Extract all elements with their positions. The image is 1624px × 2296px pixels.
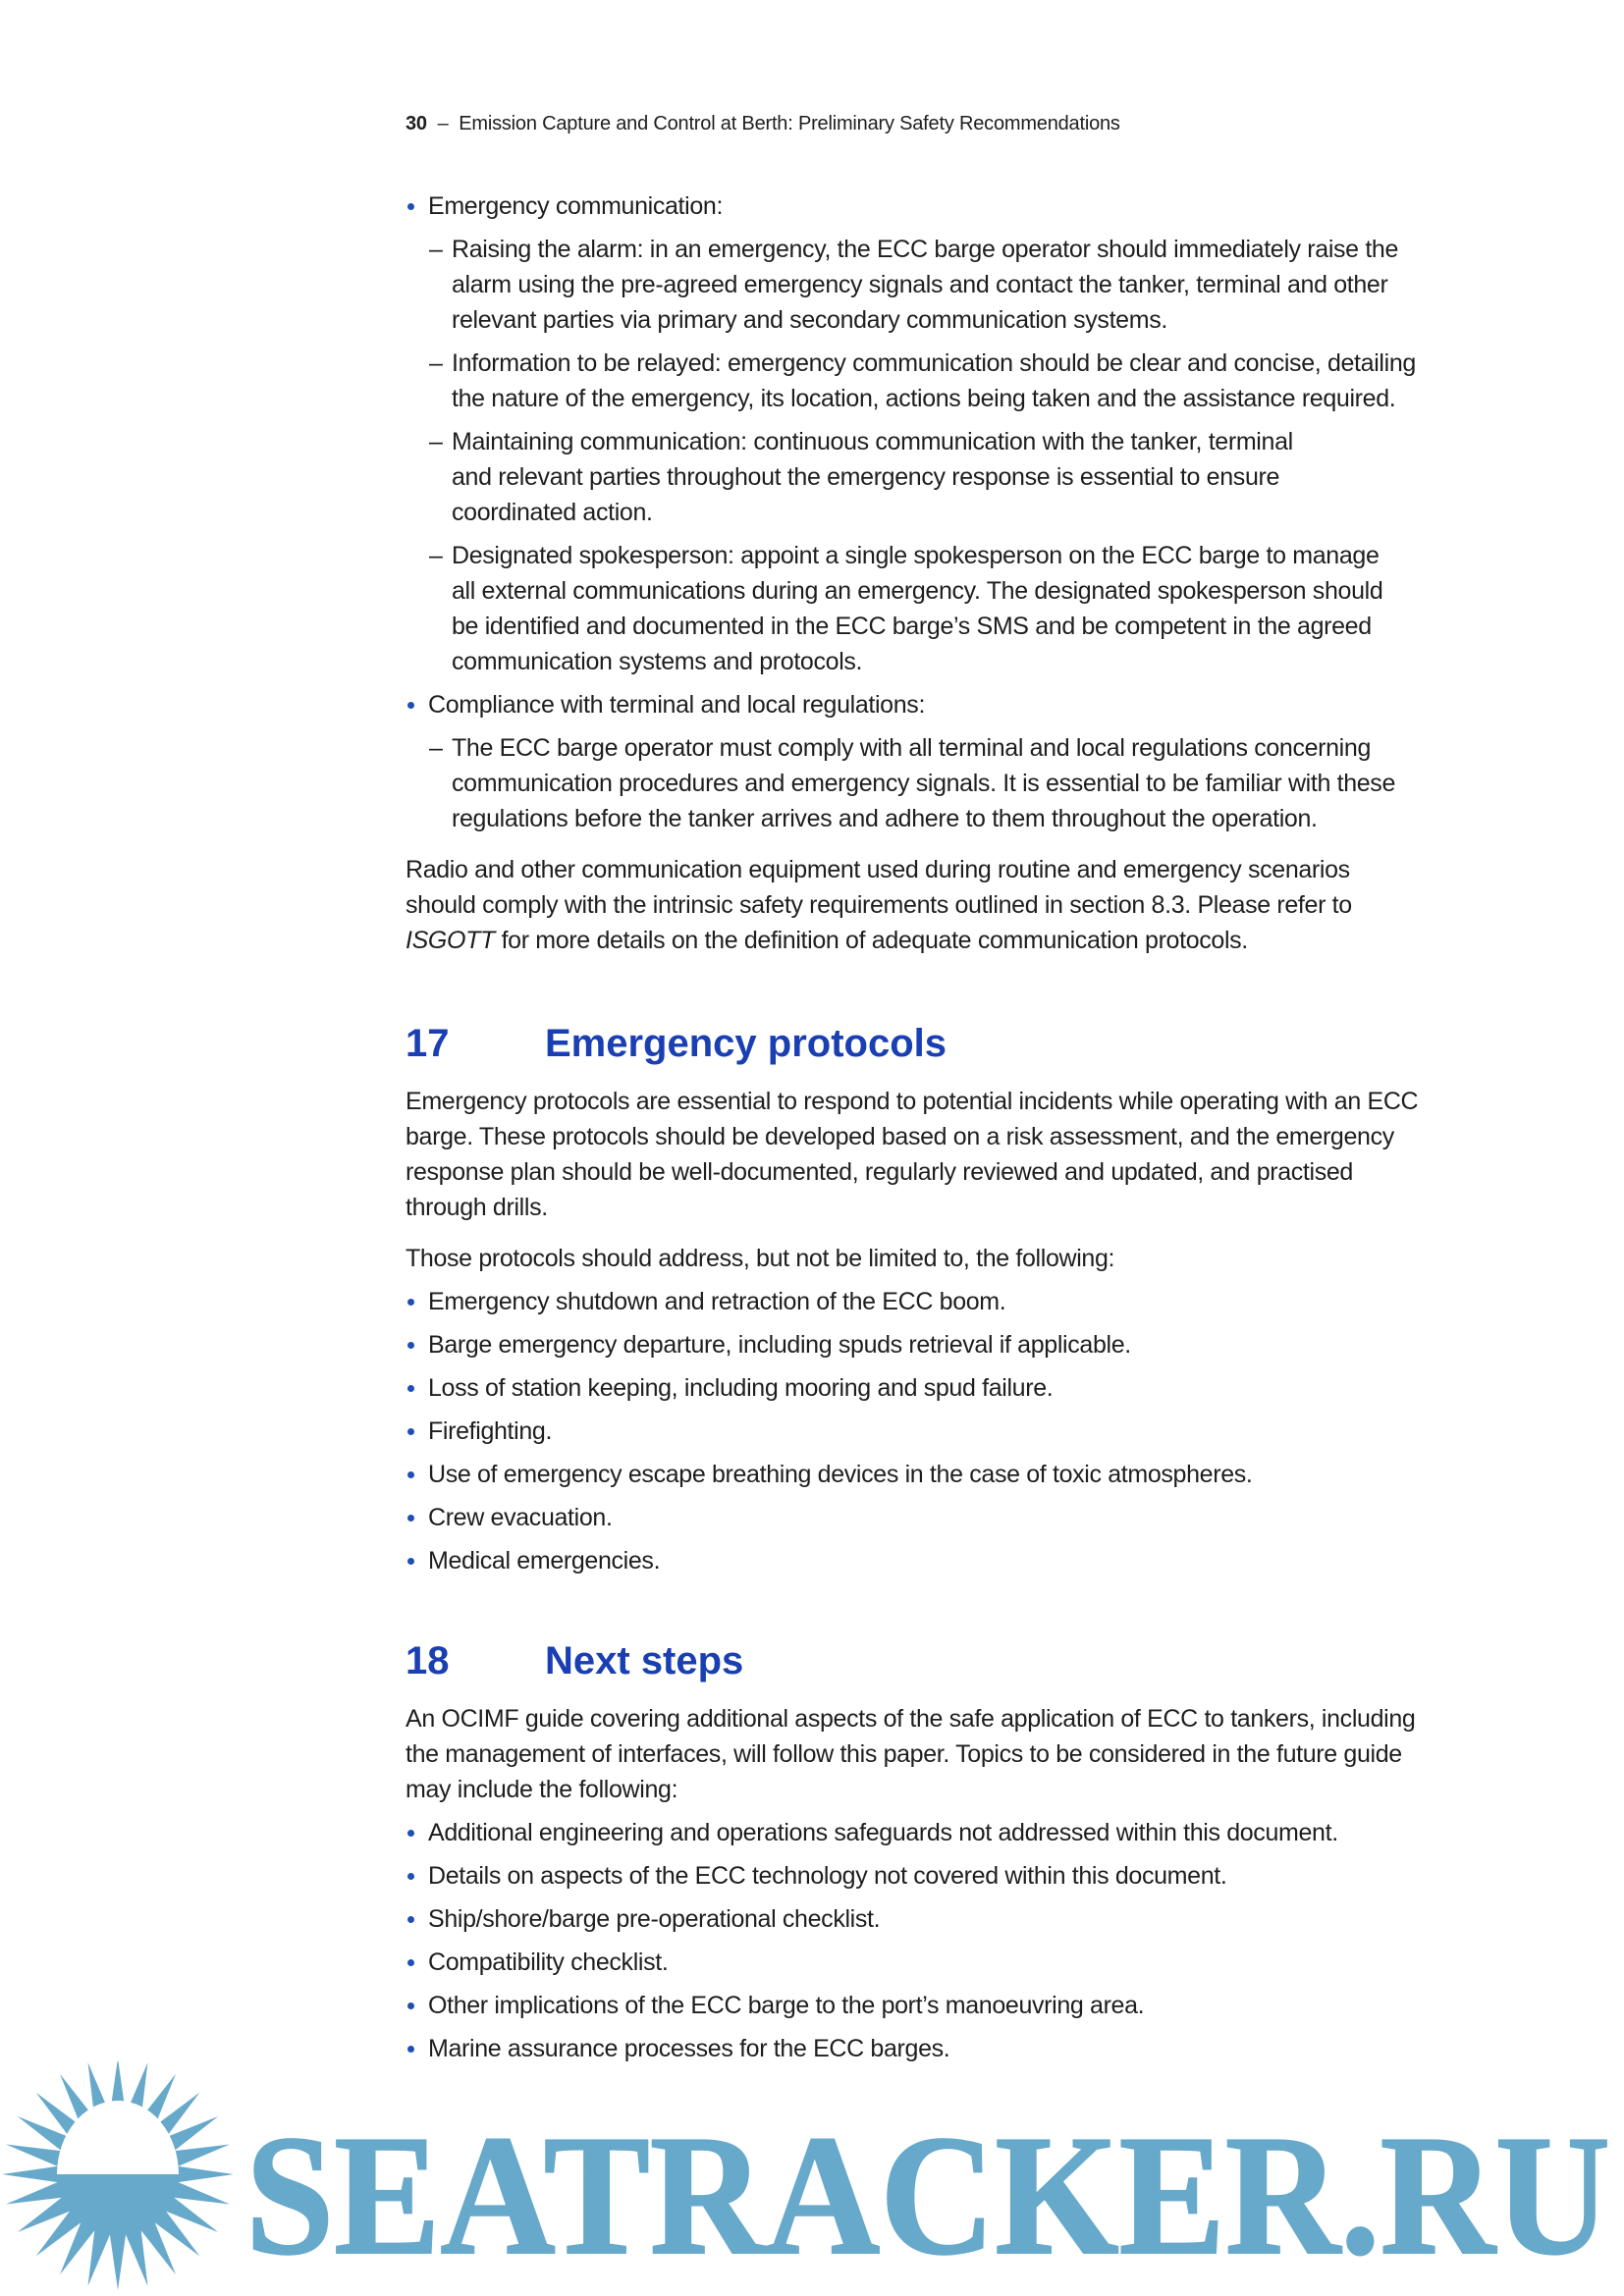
sub-list-item	[406, 538, 1515, 679]
section-18	[406, 1636, 1515, 2074]
list-item	[406, 1284, 1515, 1319]
list-item-text: Details on aspects of the ECC technology not covered within this document.	[428, 1862, 1227, 1890]
sun-icon	[2, 2061, 234, 2290]
svg-text:SEATRACKER.RU: SEATRACKER.RU	[245, 2100, 1610, 2290]
list-item-text: Loss of station keeping, including mooring and spud failure.	[428, 1374, 1054, 1402]
list-item	[406, 1901, 1515, 1937]
bullet-icon	[407, 1342, 414, 1349]
header-title: Emission Capture and Control at Berth: Preliminary Safety Recommendations	[459, 113, 1120, 134]
list-item-text: Compliance with terminal and local regulations:	[428, 691, 926, 719]
dash-icon: –	[429, 428, 443, 455]
bullet-icon	[407, 1385, 414, 1392]
section-number: 17	[406, 1021, 450, 1065]
section-title: Emergency protocols	[545, 1021, 947, 1065]
list-item	[406, 1858, 1515, 1894]
header-separator: –	[437, 113, 449, 134]
list-item-text: Crew evacuation.	[428, 1504, 613, 1531]
bullet-list	[406, 1815, 1515, 2066]
bullet-icon	[407, 1471, 414, 1478]
bullet-icon	[407, 1830, 414, 1837]
bullet-icon	[407, 702, 414, 709]
list-item-text: Use of emergency escape breathing devices in the case of toxic atmospheres.	[428, 1461, 1253, 1488]
list-item-text: Firefighting.	[428, 1417, 553, 1445]
page-number: 30	[406, 113, 427, 134]
list-item-text: Medical emergencies.	[428, 1547, 661, 1575]
isgott-reference: ISGOTT	[406, 927, 495, 954]
list-item-text: Barge emergency departure, including spuds retrieval if applicable.	[428, 1331, 1131, 1359]
sub-list-item-text: Designated spokesperson: appoint a single spokesperson on the ECC barge to manage all external communications during an emergency. The designated spokesperson should be identified and documented in the ECC barge’s SMS and be competent in the agreed communication systems and protocols.	[452, 542, 1383, 675]
bullet-icon	[407, 1428, 414, 1435]
section-17	[406, 1019, 1515, 1586]
list-item	[406, 1414, 1515, 1449]
section-heading	[406, 1636, 1515, 1685]
list-item-text: Emergency communication:	[428, 192, 724, 220]
list-item	[406, 1815, 1515, 1850]
dash-icon: –	[429, 236, 443, 263]
bullet-icon	[407, 1558, 414, 1565]
sub-list-item-text: Raising the alarm: in an emergency, the ECC barge operator should immediately raise the alarm using the pre-agreed emergency signals and contact the tanker, terminal and other relevant parties via primary and secondary communication systems.	[452, 236, 1399, 334]
sub-list-item-text: The ECC barge operator must comply with all terminal and local regulations concerning communication procedures and emergency signals. It is essential to be familiar with these regulations before the tanker arrives and adhere to them throughout the operation.	[452, 734, 1396, 832]
bullet-icon	[407, 1873, 414, 1880]
list-item	[406, 1327, 1515, 1362]
list-item	[406, 1988, 1515, 2023]
closing-text: Radio and other communication equipment used during routine and emergency scenarios should comply with the intrinsic safety requirements outlined in section 8.3. Please refer to	[406, 856, 1352, 919]
list-item	[406, 188, 1515, 224]
sub-list-item	[406, 346, 1515, 416]
running-header	[406, 113, 1120, 135]
paragraph: An OCIMF guide covering additional aspects of the safe application of ECC to tankers, including the management of interfaces, will follow this paper. Topics to be considered in the future guide may include the following:	[406, 1705, 1416, 1803]
bullet-icon	[407, 203, 414, 210]
section-number: 18	[406, 1638, 450, 1682]
bullet-list	[406, 1284, 1515, 1578]
list-item-text: Emergency shutdown and retraction of the ECC boom.	[428, 1288, 1006, 1315]
paragraph: Those protocols should address, but not be limited to, the following:	[406, 1245, 1115, 1272]
dash-icon: –	[429, 542, 443, 569]
section-heading	[406, 1019, 1515, 1068]
sub-list-item-text: Information to be relayed: emergency communication should be clear and concise, detailing the nature of the emergency, its location, actions being taken and the assistance required.	[452, 349, 1416, 412]
closing-text: for more details on the definition of adequate communication protocols.	[494, 927, 1248, 954]
list-item-text: Additional engineering and operations safeguards not addressed within this document.	[428, 1819, 1338, 1846]
bullet-icon	[407, 2002, 414, 2009]
paragraph: Emergency protocols are essential to respond to potential incidents while operating with an ECC barge. These protocols should be developed based on a risk assessment, and the emergency response plan should be well-documented, regularly reviewed and updated, and practised through drills.	[406, 1088, 1419, 1221]
list-item	[406, 1945, 1515, 1980]
bullet-icon	[407, 2046, 414, 2053]
list-item-text: Marine assurance processes for the ECC barges.	[428, 2035, 950, 2062]
sub-list-item	[406, 730, 1515, 836]
section-title: Next steps	[545, 1638, 744, 1682]
sub-list-item-text: Maintaining communication: continuous communication with the tanker, terminal and relevant parties throughout the emergency response is essential to ensure coordinated action.	[452, 428, 1293, 526]
intro-section	[406, 188, 1515, 974]
bullet-icon	[407, 1299, 414, 1306]
list-item	[406, 1543, 1515, 1578]
sub-list-item	[406, 424, 1515, 530]
sub-list-item	[406, 232, 1515, 338]
bullet-icon	[407, 1916, 414, 1923]
dash-icon: –	[429, 734, 443, 762]
list-item	[406, 1370, 1515, 1406]
closing-paragraph	[406, 852, 1515, 958]
list-item	[406, 1500, 1515, 1535]
list-item	[406, 687, 1515, 722]
list-item-text: Compatibility checklist.	[428, 1949, 669, 1976]
list-item	[406, 1457, 1515, 1492]
seatracker-watermark-logo	[0, 2061, 1624, 2296]
bullet-icon	[407, 1515, 414, 1522]
dash-icon: –	[429, 349, 443, 377]
list-item-text: Other implications of the ECC barge to the port’s manoeuvring area.	[428, 1992, 1145, 2019]
bullet-icon	[407, 1959, 414, 1966]
list-item-text: Ship/shore/barge pre-operational checklist.	[428, 1905, 881, 1933]
